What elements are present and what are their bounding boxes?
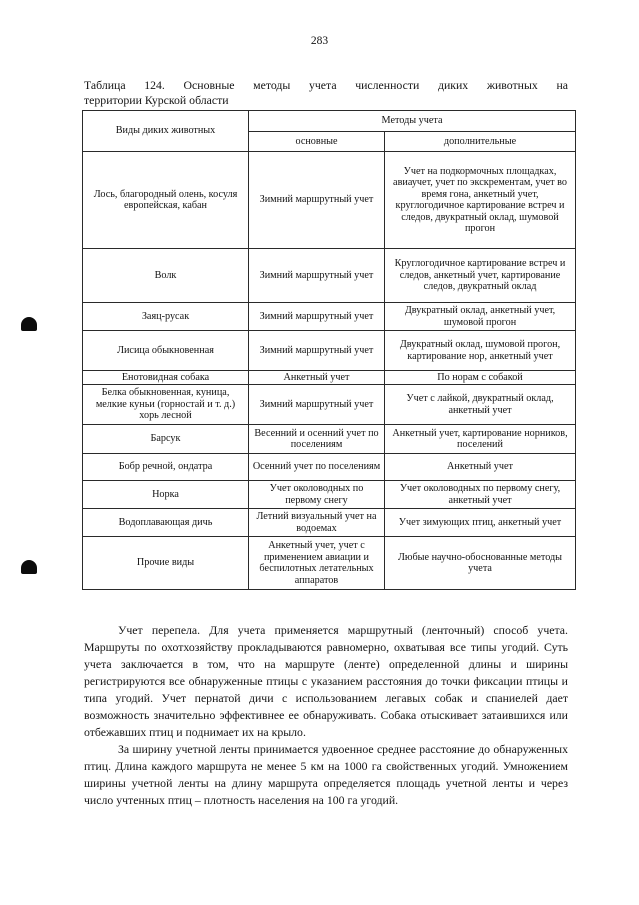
- cell-animal: Прочие виды: [83, 537, 249, 590]
- table-row: [83, 509, 576, 537]
- cell-additional-methods: По норам с собакой: [385, 371, 576, 385]
- cell-main-method: Зимний маршрутный учет: [249, 249, 385, 303]
- cell-animal: Бобр речной, ондатра: [83, 454, 249, 481]
- cell-main-method: Осенний учет по поселениям: [249, 454, 385, 481]
- cell-additional-methods: Учет на подкормочных площадках, авиаучет, учет по экскрементам, учет во время гона, анкетный учет, круглогодичное картирование встреч и следов, двукратный оклад, шумовой прогон: [385, 152, 576, 249]
- body-text: [84, 622, 568, 809]
- header-methods: Методы учета: [249, 111, 576, 132]
- table-caption-line-2: территории Курской области: [84, 93, 229, 107]
- cell-animal: Белка обыкновенная, куница, мелкие куньи (горностай и т. д.) хорь лесной: [83, 385, 249, 425]
- cell-animal: Заяц-русак: [83, 303, 249, 331]
- table-row: [83, 454, 576, 481]
- cell-additional-methods: Учет околоводных по первому снегу, анкетный учет: [385, 481, 576, 509]
- cell-main-method: Зимний маршрутный учет: [249, 303, 385, 331]
- cell-additional-methods: Круглогодичное картирование встреч и следов, анкетный учет, картирование следов, двукратный оклад: [385, 249, 576, 303]
- cell-main-method: Анкетный учет, учет с применением авиации и беспилотных летательных аппаратов: [249, 537, 385, 590]
- cell-animal: Барсук: [83, 425, 249, 454]
- punch-hole-mark: [21, 560, 37, 574]
- table-row: [83, 481, 576, 509]
- table-row: [83, 331, 576, 371]
- cell-main-method: Весенний и осенний учет по поселениям: [249, 425, 385, 454]
- table-row: [83, 303, 576, 331]
- cell-additional-methods: Любые научно-обоснованные методы учета: [385, 537, 576, 590]
- cell-main-method: Летний визуальный учет на водоемах: [249, 509, 385, 537]
- header-main: основные: [249, 132, 385, 152]
- cell-additional-methods: Анкетный учет, картирование норников, поселений: [385, 425, 576, 454]
- punch-hole-mark: [21, 317, 37, 331]
- cell-additional-methods: Двукратный оклад, шумовой прогон, картирование нор, анкетный учет: [385, 331, 576, 371]
- table-row: [83, 152, 576, 249]
- cell-additional-methods: Учет зимующих птиц, анкетный учет: [385, 509, 576, 537]
- cell-main-method: Зимний маршрутный учет: [249, 385, 385, 425]
- cell-animal: Водоплавающая дичь: [83, 509, 249, 537]
- cell-animal: Волк: [83, 249, 249, 303]
- cell-animal: Енотовидная собака: [83, 371, 249, 385]
- paragraph: Учет перепела. Для учета применяется маршрутный (ленточный) способ учета. Маршруты по охотхозяйству прокладываются равномерно, охватывая все типы угодий. Суть учета заключается в том, что на маршруте (ленте) определенной длины и ширины регистрируются все обнаруженные птицы с указанием расстояния до точки фиксации птицы и типа угодий. Учет пернатой дичи с использованием легавых собак и спаниелей дает возможность значительно эффективнее ее обнаруживать. Собака отыскивает затаившихся или отбежавших птиц и поднимает их на крыло.: [84, 623, 568, 739]
- page-number: 283: [310, 35, 329, 47]
- paragraph: За ширину учетной ленты принимается удвоенное среднее расстояние до обнаруженных птиц. Длина каждого маршрута не менее 5 км на 1000 га свойственных угодий. Умножением ширины учетной ленты на длину маршрута определяется площадь учетной ленты и через число учтенных птиц – плотность населения на 100 га угодий.: [84, 742, 568, 807]
- methods-table: [82, 110, 576, 590]
- cell-main-method: Зимний маршрутный учет: [249, 331, 385, 371]
- table-caption-line-1: Таблица 124. Основные методы учета численности диких животных на: [84, 78, 568, 92]
- cell-additional-methods: Учет с лайкой, двукратный оклад, анкетный учет: [385, 385, 576, 425]
- table-row: [83, 385, 576, 425]
- cell-main-method: Учет околоводных по первому снегу: [249, 481, 385, 509]
- table-row: [83, 425, 576, 454]
- cell-additional-methods: Анкетный учет: [385, 454, 576, 481]
- table-row: [83, 371, 576, 385]
- cell-animal: Норка: [83, 481, 249, 509]
- cell-animal: Лисица обыкновенная: [83, 331, 249, 371]
- cell-animal: Лось, благородный олень, косуля европейская, кабан: [83, 152, 249, 249]
- table-row: [83, 537, 576, 590]
- cell-main-method: Зимний маршрутный учет: [249, 152, 385, 249]
- header-animals: Виды диких животных: [83, 111, 249, 152]
- table-row: [83, 249, 576, 303]
- cell-additional-methods: Двукратный оклад, анкетный учет, шумовой прогон: [385, 303, 576, 331]
- header-additional: дополнительные: [385, 132, 576, 152]
- cell-main-method: Анкетный учет: [249, 371, 385, 385]
